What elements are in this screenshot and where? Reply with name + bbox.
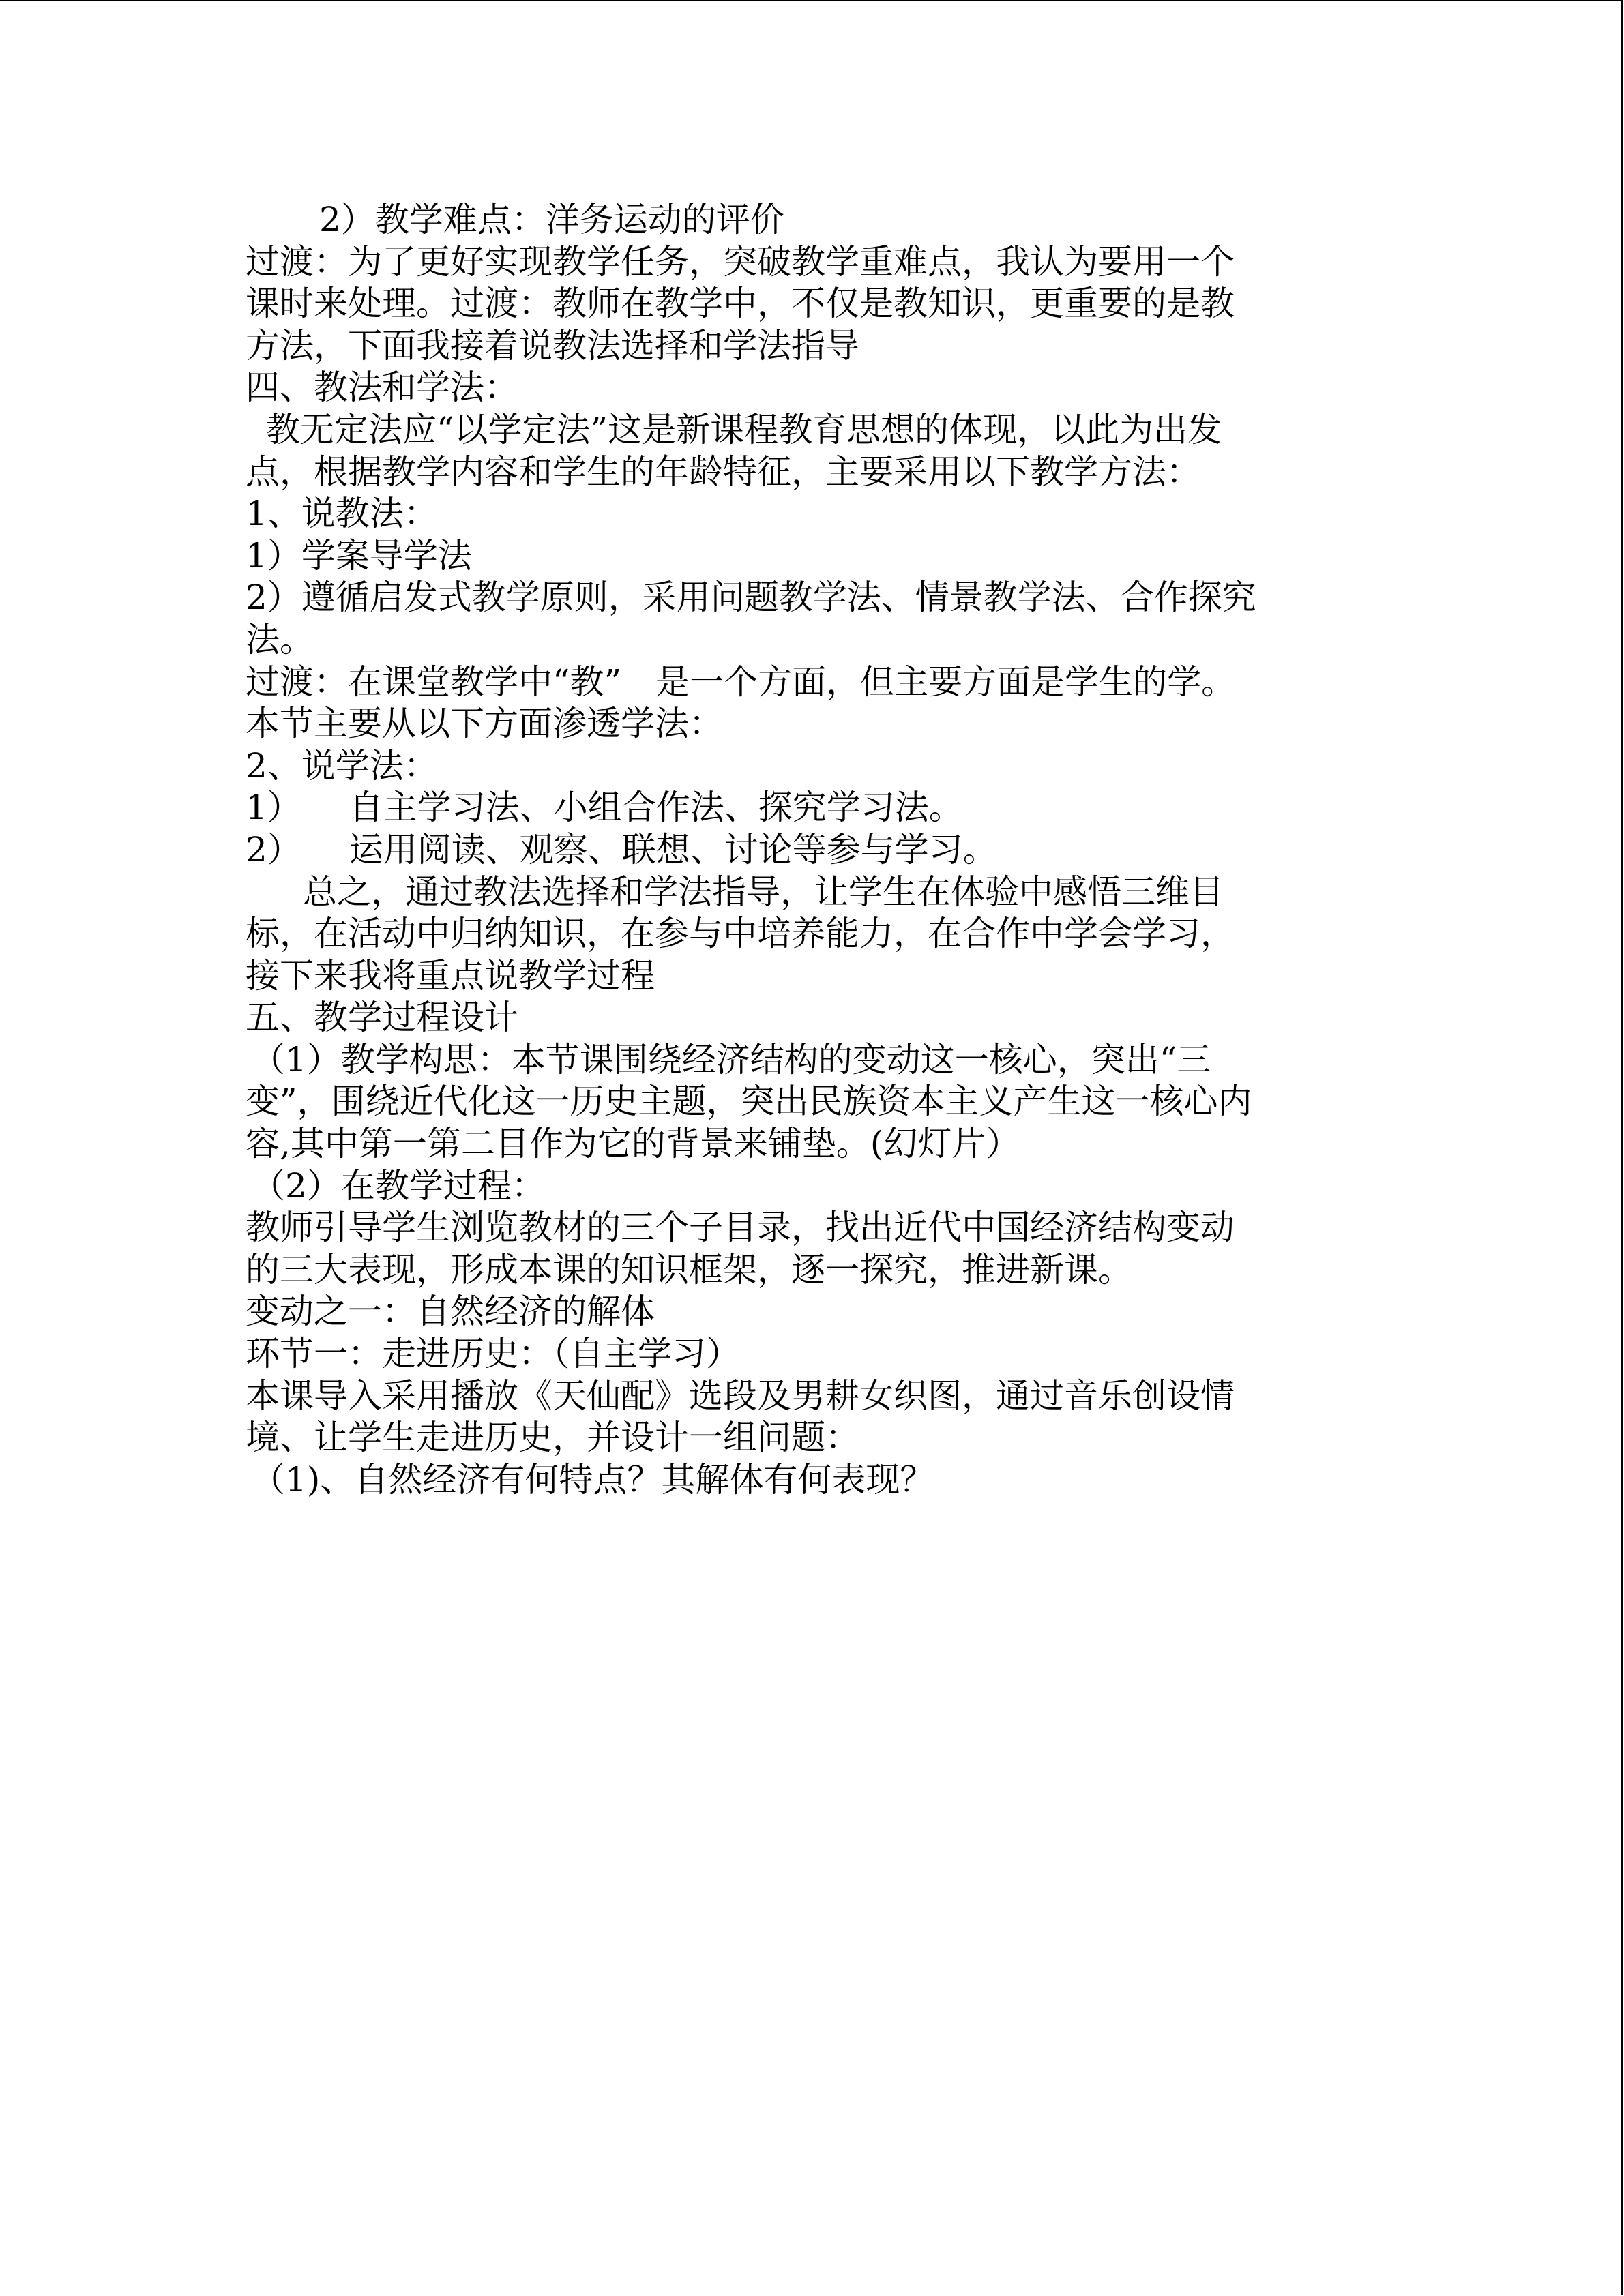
section-heading: 四、教法和学法： — [246, 368, 518, 408]
text-line: 1）学案导学法 — [246, 535, 472, 576]
text-line: 变动之一：自然经济的解体 — [246, 1292, 655, 1332]
subsection-heading: 1、说教法： — [246, 494, 438, 534]
list-text: 自主学习法、小组合作法、探究学习法。 — [349, 788, 963, 828]
text-line: 接下来我将重点说教学过程 — [246, 955, 655, 996]
list-item — [246, 787, 1391, 829]
subsection-heading: 2、说学法： — [246, 745, 438, 786]
text-line: （1)、自然经济有何特点？其解体有何表现？ — [251, 1459, 934, 1500]
text-line: 环节一：走进历史：（自主学习） — [246, 1334, 740, 1374]
text-line: 课时来处理。过渡：教师在教学中，不仅是教知识，更重要的是教 — [246, 284, 1235, 324]
text-line: 教师引导学生浏览教材的三个子目录，找出近代中国经济结构变动 — [246, 1208, 1235, 1248]
list-marker: 1） — [246, 788, 301, 828]
text-line: 的三大表现，形成本课的知识框架，逐一探究，推进新课。 — [246, 1249, 1132, 1289]
text-line: （1）教学构思：本节课围绕经济结构的变动这一核心，突出“三 — [251, 1039, 1211, 1079]
text-line: 过渡：在课堂教学中“教” 是一个方面，但主要方面是学生的学。 — [246, 661, 1236, 702]
list-marker: 2） — [246, 829, 301, 869]
document-body — [246, 199, 1391, 1501]
text-line: 容,其中第一第二目作为它的背景来铺垫。(幻灯片） — [246, 1124, 1020, 1164]
text-line: 教无定法应“以学定法”这是新课程教育思想的体现，以此为出发 — [266, 409, 1222, 449]
text-line: 本节主要从以下方面渗透学法： — [246, 704, 723, 744]
text-line: 2）教学难点：洋务运动的评价 — [319, 200, 784, 239]
text-line: 总之，通过教法选择和学法指导，让学生在体验中感悟三维目 — [303, 871, 1224, 912]
text-line: 法。 — [246, 619, 314, 659]
text-line: 变”，围绕近代化这一历史主题，突出民族资本主义产生这一核心内 — [246, 1082, 1252, 1122]
section-heading: 五、教学过程设计 — [246, 998, 518, 1038]
list-text: 运用阅读、观察、联想、讨论等参与学习。 — [349, 829, 997, 869]
text-line: 过渡：为了更好实现教学任务，突破教学重难点，我认为要用一个 — [246, 241, 1235, 282]
text-line: 2）遵循启发式教学原则，采用问题教学法、情景教学法、合作探究 — [246, 578, 1256, 618]
text-line: 本课导入采用播放《天仙配》选段及男耕女织图，通过音乐创设情 — [246, 1375, 1235, 1416]
text-line: 标，在活动中归纳知识，在参与中培养能力，在合作中学会学习， — [246, 914, 1235, 954]
text-line: 点，根据教学内容和学生的年龄特征，主要采用以下教学方法： — [246, 451, 1200, 492]
text-line: 方法，下面我接着说教法选择和学法指导 — [246, 325, 859, 366]
text-line: （2）在教学过程： — [251, 1165, 546, 1206]
text-line: 境、让学生走进历史，并设计一组问题： — [246, 1418, 859, 1458]
list-item — [246, 829, 1391, 871]
